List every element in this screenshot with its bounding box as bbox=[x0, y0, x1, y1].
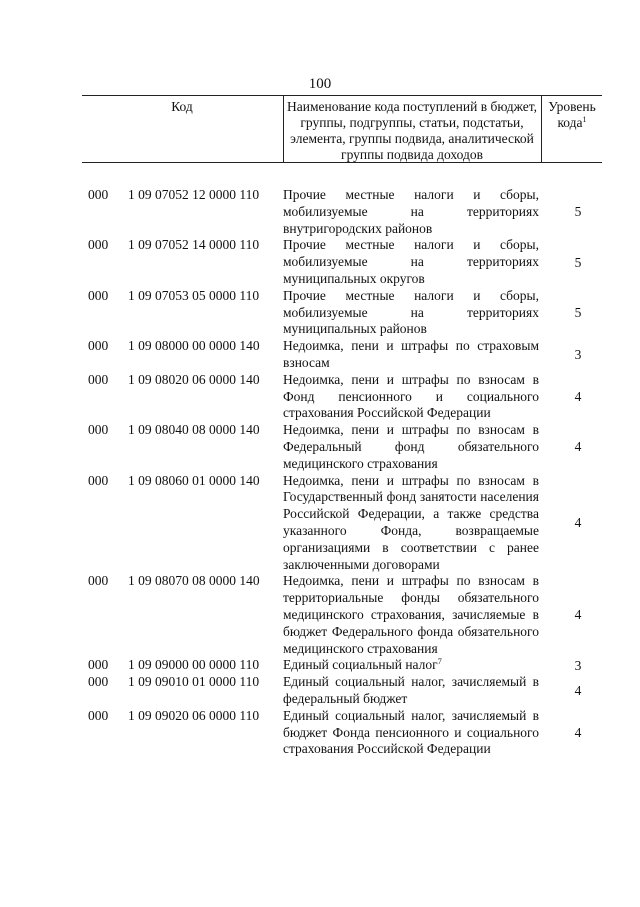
table-row bbox=[82, 422, 602, 472]
revenue-code: 1 09 09010 01 0000 110 bbox=[128, 674, 260, 690]
table-row bbox=[82, 237, 602, 287]
table-row bbox=[82, 657, 602, 674]
revenue-name bbox=[283, 657, 539, 674]
admin-code: 000 bbox=[88, 573, 109, 589]
table-row bbox=[82, 187, 602, 237]
revenue-name bbox=[283, 708, 539, 758]
admin-code: 000 bbox=[88, 338, 109, 354]
revenue-name-text: Единый социальный налог bbox=[283, 657, 438, 673]
admin-code: 000 bbox=[88, 187, 109, 202]
header-code: Код bbox=[171, 99, 193, 114]
code-level: 5 bbox=[574, 254, 582, 270]
table-row bbox=[82, 674, 602, 708]
revenue-code: 1 09 08070 08 0000 140 bbox=[128, 573, 260, 589]
revenue-name bbox=[283, 674, 539, 708]
page-number: 100 bbox=[308, 76, 332, 92]
revenue-code: 1 09 07052 12 0000 110 bbox=[128, 187, 260, 202]
admin-code: 000 bbox=[88, 287, 109, 303]
revenue-name bbox=[283, 372, 539, 422]
code-level: 4 bbox=[574, 607, 582, 623]
code-level: 5 bbox=[574, 304, 582, 320]
revenue-name-text: Недоимка, пени и штрафы по страховым взносам bbox=[283, 338, 539, 370]
revenue-name-text: Недоимка, пени и штрафы по взносам в Фонд пенсионного и социального страхования Российской Федерации bbox=[283, 371, 539, 421]
header-level-label: Уровень кода bbox=[548, 99, 596, 130]
revenue-name bbox=[283, 422, 539, 472]
admin-code: 000 bbox=[88, 237, 109, 253]
revenue-name bbox=[283, 288, 539, 338]
header-name: Наименование кода поступлений в бюджет, группы, подгруппы, статьи, подстатьи, элемента, группы подвида, аналитической группы подвида доходов bbox=[286, 99, 537, 162]
admin-code: 000 bbox=[88, 371, 109, 387]
code-level: 5 bbox=[574, 204, 582, 220]
revenue-code: 1 09 09000 00 0000 110 bbox=[128, 657, 260, 673]
header-top-rule bbox=[82, 95, 602, 96]
revenue-name bbox=[283, 338, 539, 372]
revenue-name-text: Прочие местные налоги и сборы, мобилизуемые на территориях внутригородских районов bbox=[283, 187, 539, 236]
header-level-footnote: 1 bbox=[582, 115, 587, 124]
table-row bbox=[82, 708, 602, 758]
revenue-code: 1 09 09020 06 0000 110 bbox=[128, 707, 260, 723]
admin-code: 000 bbox=[88, 422, 109, 438]
code-level: 4 bbox=[574, 682, 582, 698]
admin-code: 000 bbox=[88, 674, 109, 690]
revenue-code: 1 09 07052 14 0000 110 bbox=[128, 237, 260, 253]
table-row bbox=[82, 288, 602, 338]
revenue-name-text: Прочие местные налоги и сборы, мобилизуемые на территориях муниципальных округов bbox=[283, 237, 539, 286]
code-level: 4 bbox=[574, 514, 582, 530]
revenue-name bbox=[283, 473, 539, 574]
code-level: 3 bbox=[574, 346, 582, 362]
admin-code: 000 bbox=[88, 707, 109, 723]
revenue-name-text: Единый социальный налог, зачисляемый в федеральный бюджет bbox=[283, 674, 539, 706]
revenue-code: 1 09 08000 00 0000 140 bbox=[128, 338, 260, 354]
code-level: 4 bbox=[574, 439, 582, 455]
table-body bbox=[82, 187, 602, 758]
revenue-name-text: Недоимка, пени и штрафы по взносам в территориальные фонды обязательного медицинского страхования, зачисляемые в бюджет Федерального фонда обязательного медицинского страхования bbox=[283, 573, 539, 656]
revenue-code: 1 09 08060 01 0000 140 bbox=[128, 472, 260, 488]
revenue-name-text: Недоимка, пени и штрафы по взносам в Государственный фонд занятости населения Российской Федерации, а также средства указанного Фонда, возвращаемые организациями в соответствии с ранее заключенными договорами bbox=[283, 472, 539, 572]
revenue-name bbox=[283, 573, 539, 657]
admin-code: 000 bbox=[88, 472, 109, 488]
table-row bbox=[82, 338, 602, 372]
admin-code: 000 bbox=[88, 657, 109, 673]
table-row bbox=[82, 372, 602, 422]
revenue-code: 1 09 08020 06 0000 140 bbox=[128, 371, 260, 387]
name-footnote: 7 bbox=[437, 657, 442, 667]
revenue-code: 1 09 08040 08 0000 140 bbox=[128, 422, 260, 438]
revenue-code: 1 09 07053 05 0000 110 bbox=[128, 287, 260, 303]
revenue-name-text: Прочие местные налоги и сборы, мобилизуемые на территориях муниципальных районов bbox=[283, 287, 539, 337]
revenue-name-text: Недоимка, пени и штрафы по взносам в Федеральный фонд обязательного медицинского страхования bbox=[283, 422, 539, 471]
table-row bbox=[82, 473, 602, 574]
revenue-name bbox=[283, 237, 539, 287]
revenue-name-text: Единый социальный налог, зачисляемый в бюджет Фонда пенсионного и социального страхования Российской Федерации bbox=[283, 707, 539, 757]
header-level bbox=[542, 99, 602, 131]
code-level: 3 bbox=[574, 657, 582, 673]
table-header bbox=[82, 95, 602, 163]
code-level: 4 bbox=[574, 388, 582, 404]
code-level: 4 bbox=[574, 724, 582, 740]
revenue-name bbox=[283, 187, 539, 237]
table-row bbox=[82, 573, 602, 657]
